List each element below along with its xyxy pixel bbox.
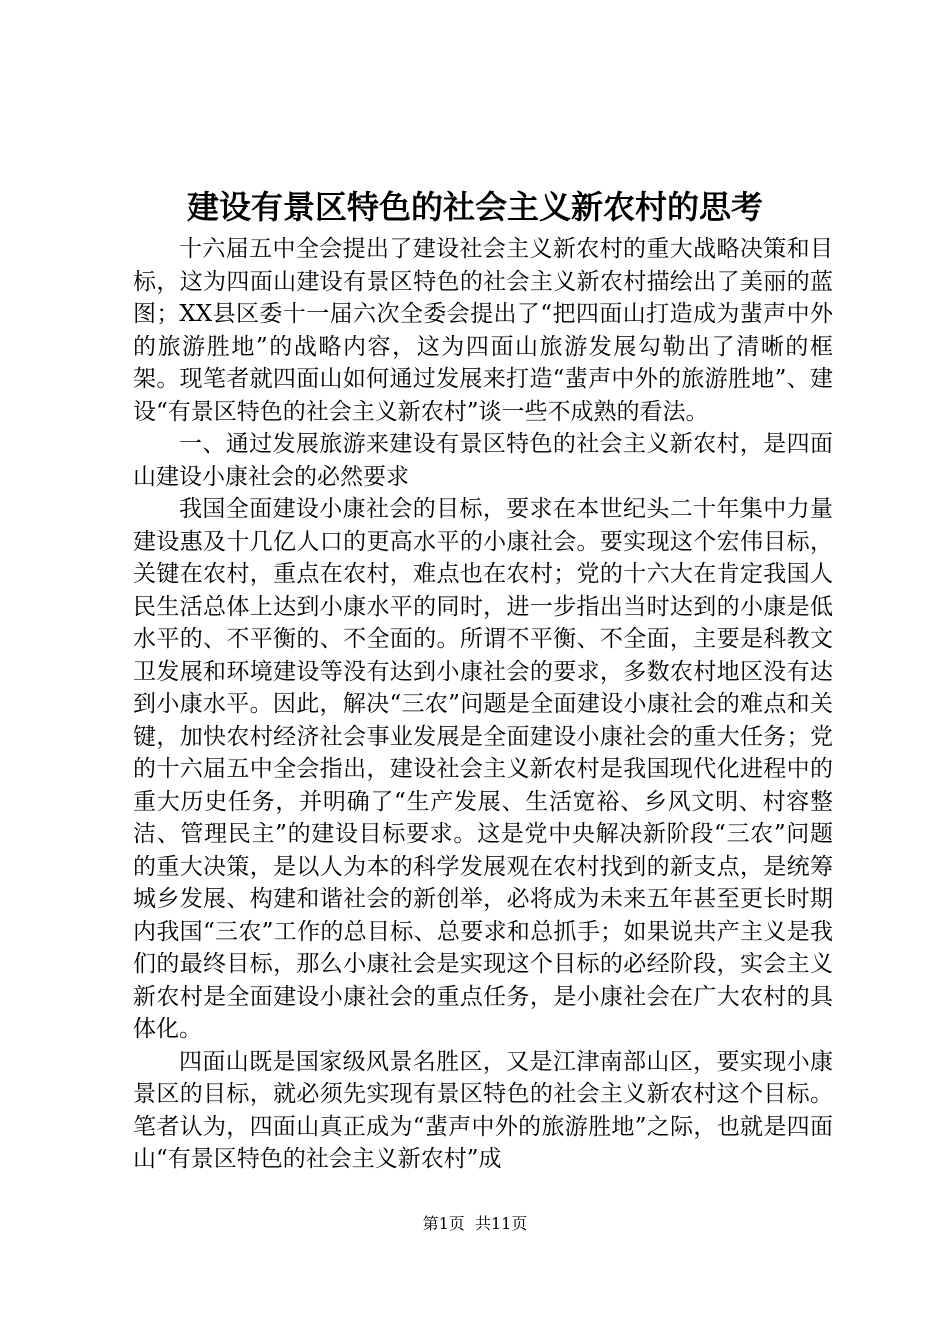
paragraph-xiaokang: 我国全面建设小康社会的目标，要求在本世纪头二十年集中力量建设惠及十几亿人口的更高水平的小康社会。要实现这个宏伟目标，关键在农村，重点在农村，难点也在农村；党的十六大在肯定我国人民生活总体上达到小康水平的同时，进一步指出当时达到的小康是低水平的、不平衡的、不全面的。所谓不平衡、不全面，主要是科教文卫发展和环境建设等没有达到小康社会的要求，多数农村地区没有达到小康水平。因此，解决“三农”问题是全面建设小康社会的难点和关键，加快农村经济社会事业发展是全面建设小康社会的重大任务；党的十六届五中全会指出，建设社会主义新农村是我国现代化进程中的重大历史任务，并明确了“生产发展、生活宽裕、乡风文明、村容整洁、管理民主”的建设目标要求。这是党中央解决新阶段“三农”问题的重大决策，是以人为本的科学发展观在农村找到的新支点，是统筹城乡发展、构建和谐社会的新创举，必将成为未来五年甚至更长时期内我国“三农”工作的总目标、总要求和总抓手；如果说共产主义是我们的最终目标，那么小康社会是实现这个目标的必经阶段，实会主义新农村是全面建设小康社会的重点任务，是小康社会在广大农村的具体化。: [133, 496, 833, 1042]
page-number: 第1页: [422, 1214, 465, 1233]
page-total: 共11页: [474, 1214, 528, 1233]
document-body: [133, 233, 833, 1176]
paragraph-intro: 十六届五中全会提出了建设社会主义新农村的重大战略决策和目标，这为四面山建设有景区特色的社会主义新农村描绘出了美丽的蓝图；XX县区委十一届六次全委会提出了“把四面山打造成为蜚声中外的旅游胜地”的战略内容，这为四面山旅游发展勾勒出了清晰的框架。现笔者就四面山如何通过发展来打造“蜚声中外的旅游胜地”、建设“有景区特色的社会主义新农村”谈一些不成熟的看法。: [133, 236, 833, 425]
section-heading-1: 一、通过发展旅游来建设有景区特色的社会主义新农村，是四面山建设小康社会的必然要求: [133, 431, 833, 490]
document-title: 建设有景区特色的社会主义新农村的思考: [186, 188, 763, 226]
page-footer: [0, 1213, 950, 1235]
paragraph-simianshan: 四面山既是国家级风景名胜区，又是江津南部山区，要实现小康景区的目标，就必须先实现有景区特色的社会主义新农村这个目标。笔者认为，四面山真正成为“蜚声中外的旅游胜地”之际，也就是四面山“有景区特色的社会主义新农村”成: [133, 1048, 833, 1172]
